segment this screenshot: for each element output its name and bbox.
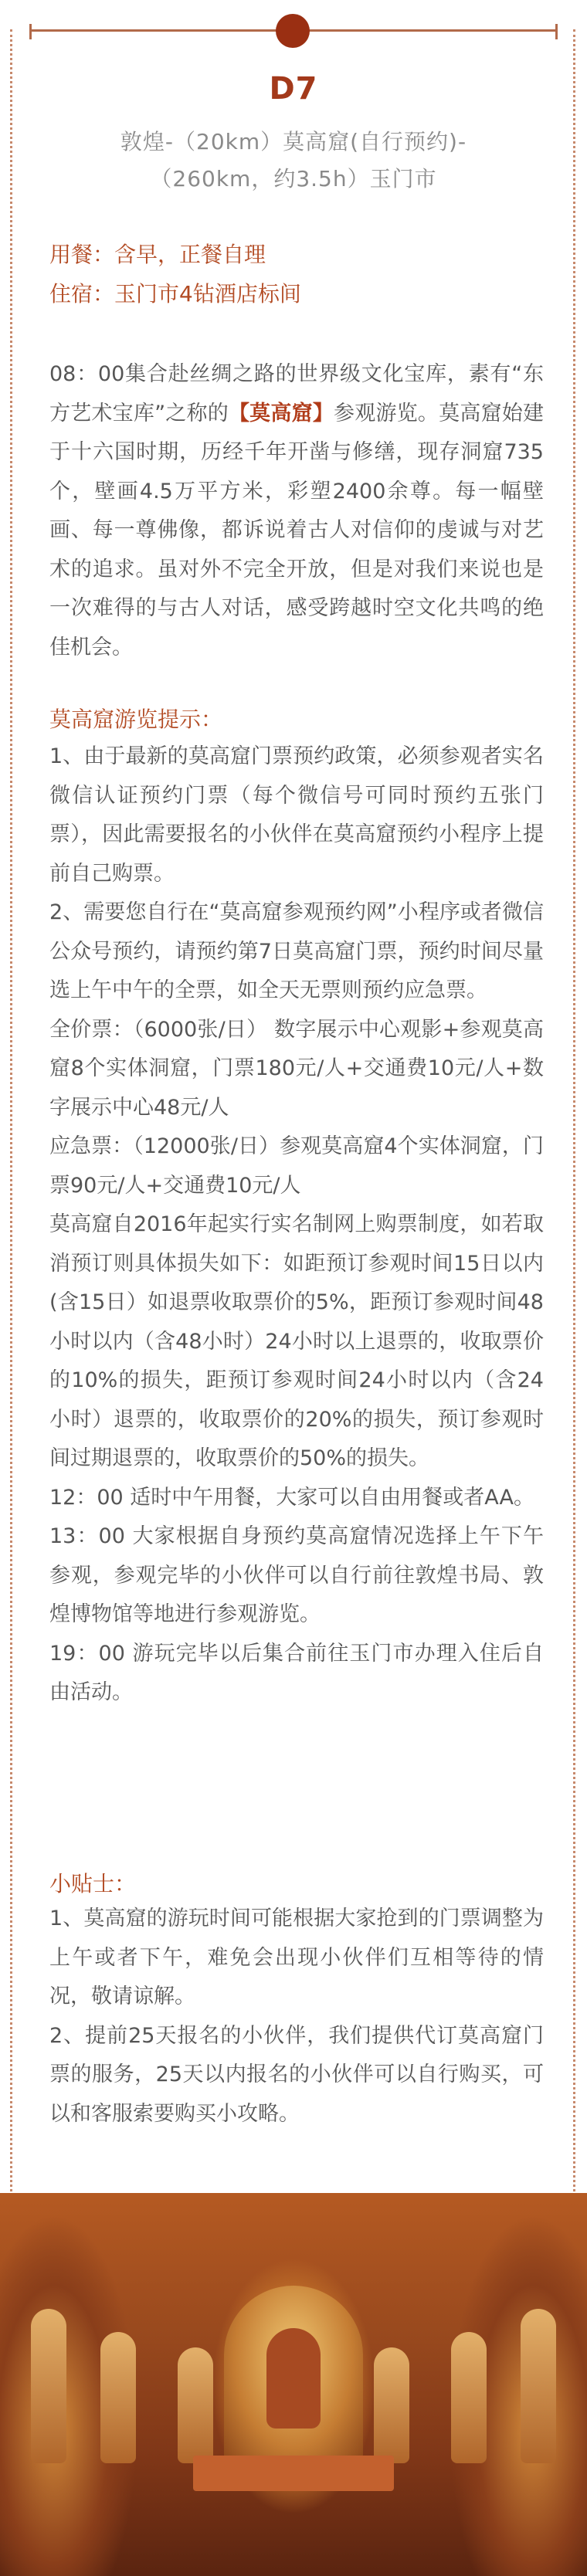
buddha-statue (266, 2328, 321, 2429)
hotel-info: 住宿：玉门市4钻酒店标间 (49, 281, 301, 307)
meals-info: 用餐：含早，正餐自理 (49, 242, 266, 267)
tip-paragraph: 应急票：（12000张/日）参观莫高窟4个实体洞窟，门票90元/人+交通费10元/人 (49, 1134, 544, 1198)
small-tip-paragraph: 1、莫高窟的游玩时间可能根据大家抢到的门票调整为上午或者下午，难免会出现小伙伴们互相等待的情况，敬请谅解。 (49, 1907, 544, 2008)
statue-figure (31, 2309, 66, 2463)
itinerary-intro (49, 355, 544, 667)
mogao-highlight: 【莫高窟】 (228, 401, 334, 425)
statue-figure (374, 2347, 409, 2463)
route-line-2: （260km，约3.5h）玉门市 (150, 166, 437, 192)
statue-figure (521, 2309, 556, 2463)
intro-text-1: 08：00集合赴丝绸之路的世界级文化宝库，素有“东方艺术宝库”之称的 (49, 362, 544, 425)
statue-figure (100, 2332, 136, 2463)
statue-figure (451, 2332, 487, 2463)
tip-paragraph: 1、由于最新的莫高窟门票预约政策，必须参观者实名微信认证预约门票（每个微信号可同时预约五张门票），因此需要报名的小伙伴在莫高窟预约小程序上提前自己购票。 (49, 744, 544, 886)
day-title: D7 (269, 71, 318, 107)
tips-list (49, 737, 544, 1713)
timeline-dot (276, 14, 310, 48)
altar (193, 2456, 394, 2491)
small-tips-list (49, 1900, 544, 2134)
route-line-1: 敦煌-（20km）莫高窟(自行预约)- (120, 129, 467, 154)
intro-text-2: 参观游览。莫高窟始建于十六国时期，历经千年开凿与修缮，现存洞窟735个，壁画4.5万平方米，彩塑2400余尊。每一幅壁画、每一尊佛像，都诉说着古人对信仰的虔诚与对艺术的追求。虽对外不完全开放，但是对我们来说也是一次难得的与古人对话，感受跨越时空文化共鸣的绝佳机会。 (49, 401, 545, 659)
small-tip-paragraph: 2、提前25天报名的小伙伴，我们提供代订莫高窟门票的服务，25天以内报名的小伙伴可以自行购买，可以和客服索要购买小攻略。 (49, 2023, 544, 2126)
tips-heading: 莫高窟游览提示： (49, 707, 223, 732)
tip-paragraph: 莫高窟自2016年起实行实名制网上购票制度，如若取消预订则具体损失如下：如距预订参观时间15日以内(含15日）如退票收取票价的5%，距预订参观时间48小时以内（含48小时）24小时以上退票的，收取票价的10%的损失，距预订参观时间24小时以内（含24小时）退票的，收取票价的20%的损失，预订参观时间过期退票的，收取票价的50%的损失。 (49, 1212, 544, 1470)
tip-paragraph: 13：00 大家根据自身预约莫高窟情况选择上午下午参观，参观完毕的小伙伴可以自行前往敦煌书局、敦煌博物馆等地进行参观游览。 (49, 1524, 544, 1626)
small-tips-heading: 小贴士： (49, 1871, 137, 1896)
tip-paragraph: 全价票：（6000张/日） 数字展示中心观影+参观莫高窟8个实体洞窟，门票180元/人+交通费10元/人+数字展示中心48元/人 (49, 1017, 544, 1120)
tip-paragraph: 12：00 适时中午用餐，大家可以自由用餐或者AA。 (49, 1485, 534, 1510)
tip-paragraph: 19：00 游玩完毕以后集合前往玉门市办理入住后自由活动。 (49, 1641, 544, 1704)
statue-figure (178, 2347, 213, 2463)
mogao-cave-photo (0, 2193, 587, 2576)
tip-paragraph: 2、需要您自行在“莫高窟参观预约网”小程序或者微信公众号预约，请预约第7日莫高窟门票，预约时间尽量选上午中午的全票，如全天无票则预约应急票。 (49, 900, 544, 1002)
